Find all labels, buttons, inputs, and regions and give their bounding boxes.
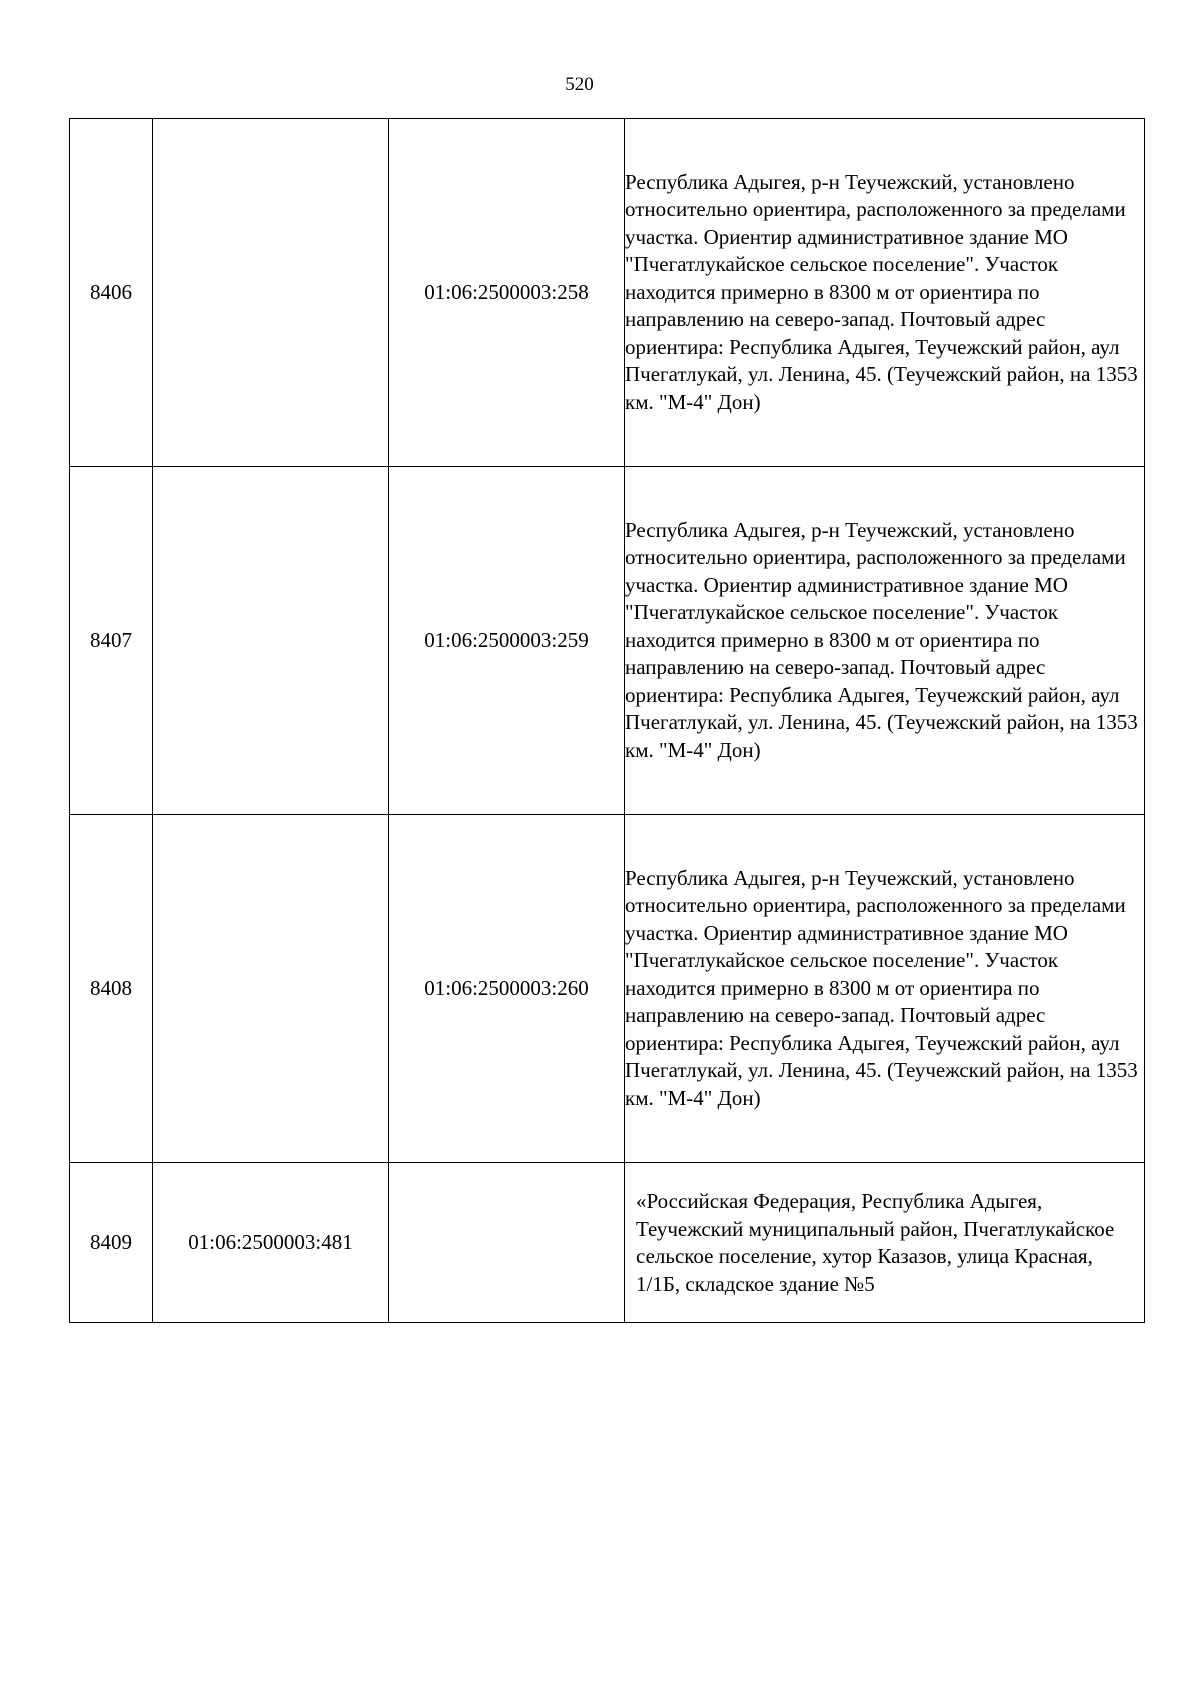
address-cell: Республика Адыгея, р-н Теучежский, установлено относительно ориентира, расположенного за пределами участка. Ориентир административное здание МО "Пчегатлукайское сельское поселение". Участок находится примерно в 8300 м от ориентира по направлению на северо-запад. Почтовый адрес ориентира: Республика Адыгея, Теучежский район, аул Пчегатлукай, ул. Ленина, 45. (Теучежский район, на 1353 км. "М-4" Дон) xyxy=(625,119,1145,467)
building-cadastral-number: 01:06:2500003:481 xyxy=(153,1163,389,1323)
land-cadastral-number xyxy=(389,1163,625,1323)
table-row xyxy=(70,119,1145,467)
row-number: 8408 xyxy=(70,815,153,1163)
building-cadastral-number xyxy=(153,467,389,815)
building-cadastral-number xyxy=(153,815,389,1163)
page-number: 520 xyxy=(565,74,594,95)
registry-table xyxy=(69,118,1145,1323)
land-cadastral-number: 01:06:2500003:259 xyxy=(389,467,625,815)
address-cell: «Российская Федерация, Республика Адыгея, Теучежский муниципальный район, Пчегатлукайское сельское поселение, хутор Казазов, улица Красная, 1/1Б, складское здание №5 xyxy=(625,1163,1145,1323)
table-row xyxy=(70,815,1145,1163)
row-number: 8409 xyxy=(70,1163,153,1323)
row-number: 8407 xyxy=(70,467,153,815)
table-row xyxy=(70,467,1145,815)
table-row xyxy=(70,1163,1145,1323)
address-cell: Республика Адыгея, р-н Теучежский, установлено относительно ориентира, расположенного за пределами участка. Ориентир административное здание МО "Пчегатлукайское сельское поселение". Участок находится примерно в 8300 м от ориентира по направлению на северо-запад. Почтовый адрес ориентира: Республика Адыгея, Теучежский район, аул Пчегатлукай, ул. Ленина, 45. (Теучежский район, на 1353 км. "М-4" Дон) xyxy=(625,815,1145,1163)
row-number: 8406 xyxy=(70,119,153,467)
address-cell: Республика Адыгея, р-н Теучежский, установлено относительно ориентира, расположенного за пределами участка. Ориентир административное здание МО "Пчегатлукайское сельское поселение". Участок находится примерно в 8300 м от ориентира по направлению на северо-запад. Почтовый адрес ориентира: Республика Адыгея, Теучежский район, аул Пчегатлукай, ул. Ленина, 45. (Теучежский район, на 1353 км. "М-4" Дон) xyxy=(625,467,1145,815)
building-cadastral-number xyxy=(153,119,389,467)
land-cadastral-number: 01:06:2500003:258 xyxy=(389,119,625,467)
land-cadastral-number: 01:06:2500003:260 xyxy=(389,815,625,1163)
